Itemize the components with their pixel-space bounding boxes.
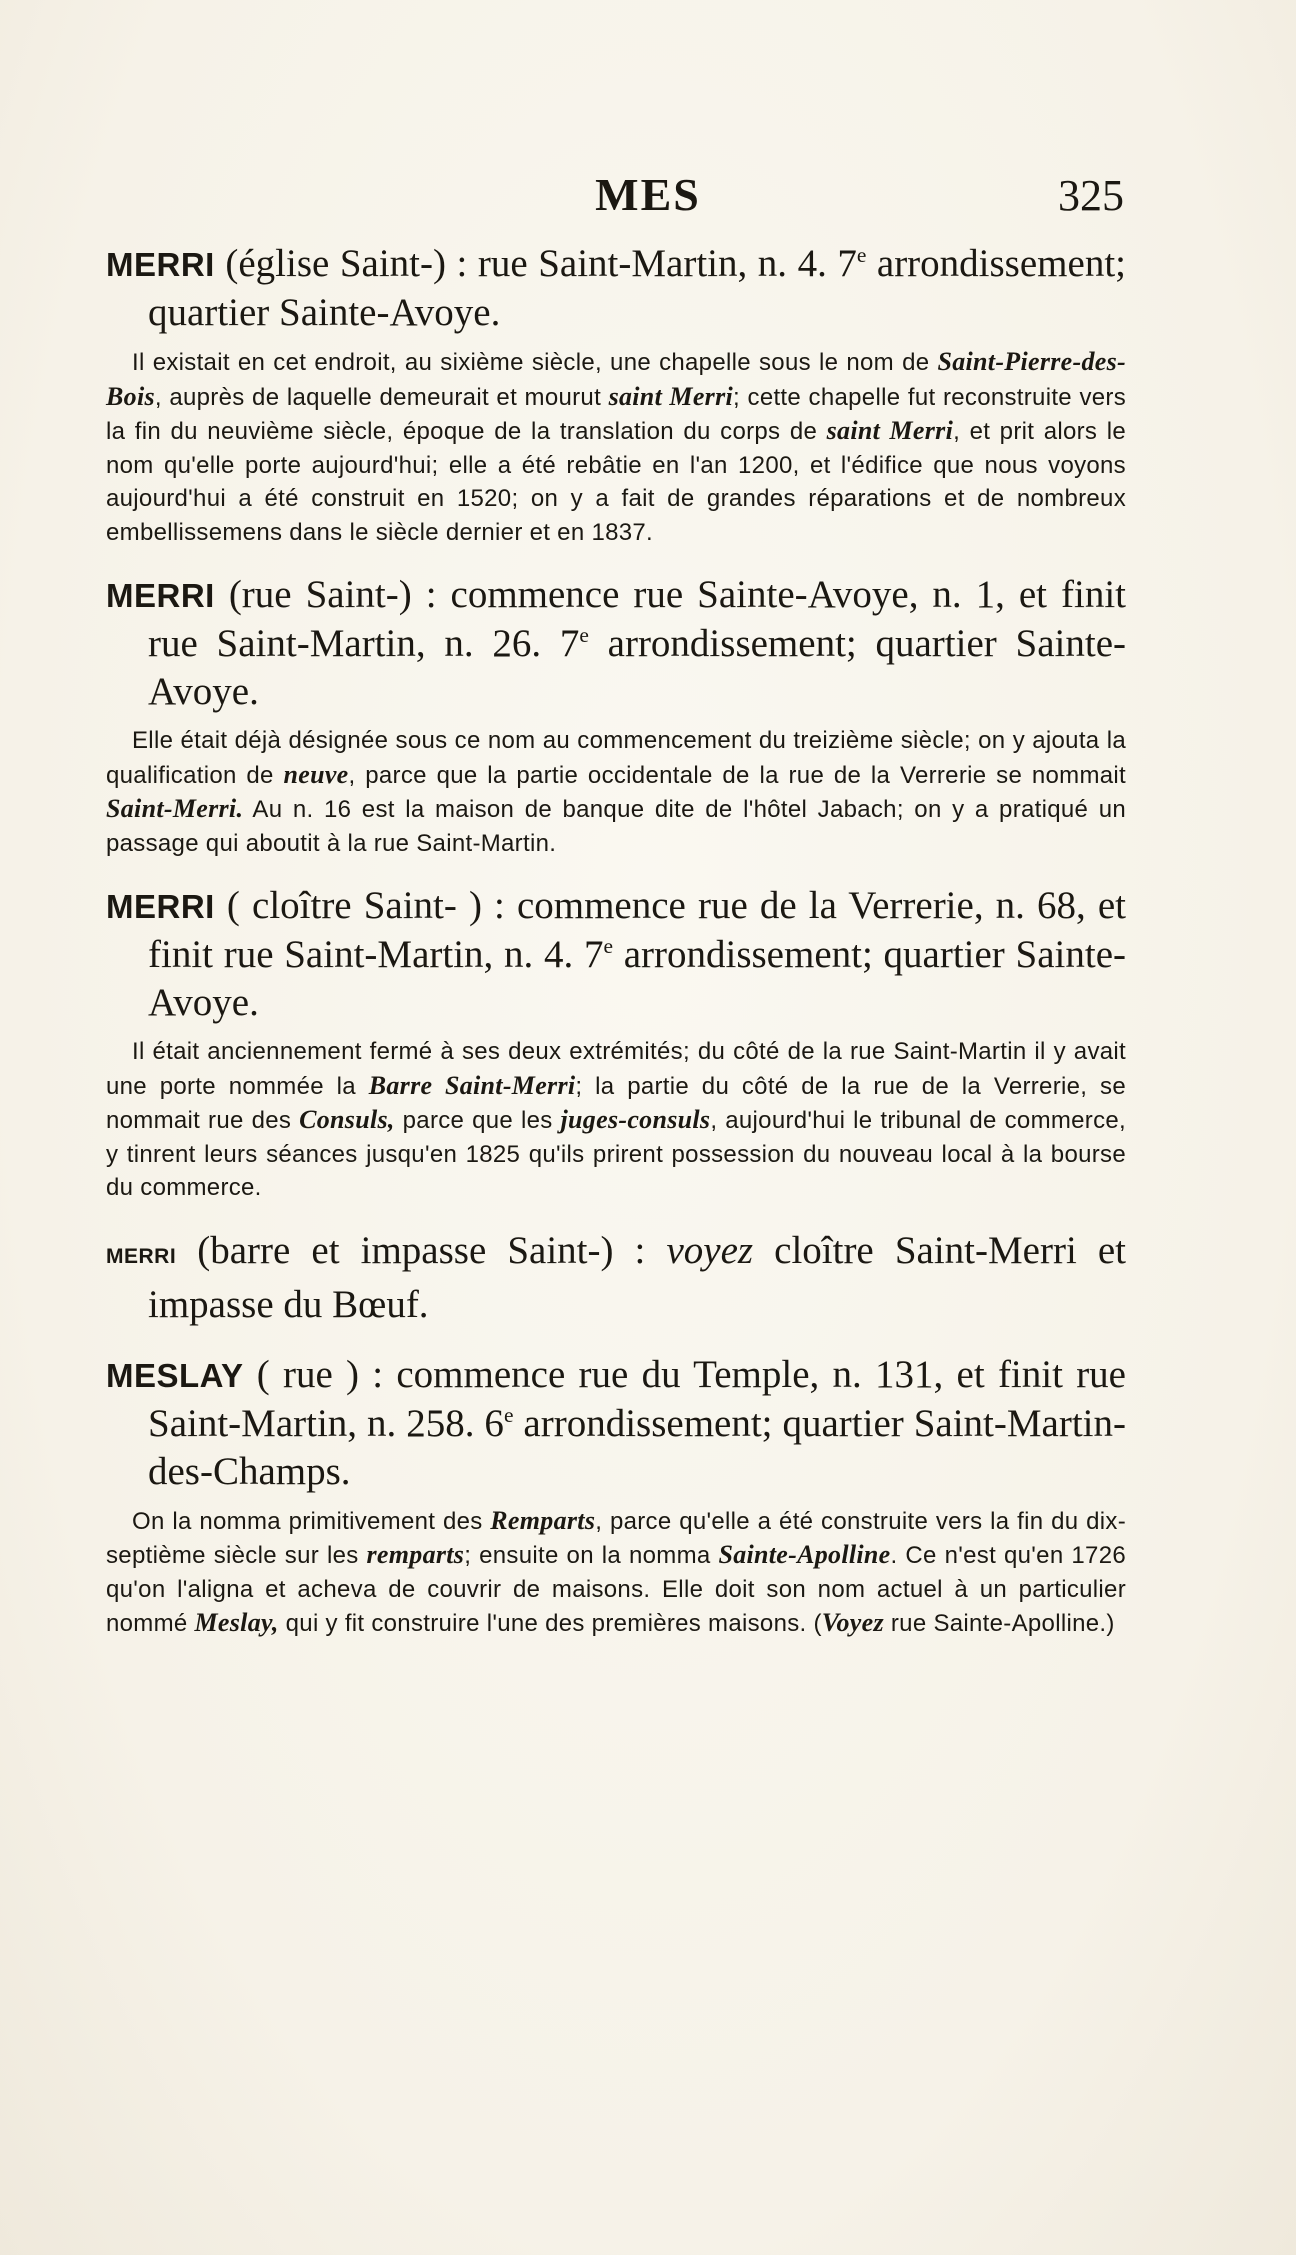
entry-body xyxy=(106,724,1126,860)
body-italic: Saint-Merri. xyxy=(106,794,244,823)
body-italic: Meslay, xyxy=(194,1608,279,1637)
body-italic: saint Merri xyxy=(608,381,734,411)
body-text: On la nomma primitivement des xyxy=(132,1507,491,1535)
heading-text: arrondissement; quartier Sainte-Avoye. xyxy=(148,622,1126,713)
entry-heading xyxy=(106,240,1126,337)
entry-keyword: MERRI xyxy=(106,577,215,614)
body-italic: Consuls, xyxy=(299,1105,395,1134)
entry-merri-barre xyxy=(106,1227,1126,1329)
body-text: ; ensuite on la nomma xyxy=(464,1542,719,1569)
body-italic: saint Merri xyxy=(826,416,954,445)
body-text: , auprès de laquelle demeurait et mourut xyxy=(154,383,609,411)
heading-text: arrondissement; quartier Saint-Martin-des-Champs. xyxy=(148,1401,1126,1493)
body-text: . Ce n'est qu'en 1726 qu'on l'aligna et acheva de couvrir de maisons. Elle doit son nom actuel à un particulier nommé xyxy=(106,1542,1126,1637)
body-text: Il était anciennement fermé à ses deux extrémités; du côté de la rue Saint-Martin il y avait une porte nommée la xyxy=(106,1038,1126,1100)
body-text: parce que les xyxy=(394,1107,561,1134)
entry-heading xyxy=(106,882,1126,1027)
entry-heading xyxy=(106,571,1126,716)
body-italic: remparts xyxy=(366,1540,465,1569)
heading-text: (barre et impasse Saint-) : xyxy=(176,1228,667,1272)
heading-text: ( rue ) : commence rue du Temple, n. 131, et finit rue Saint-Martin, n. 258. 6 xyxy=(148,1352,1126,1445)
body-text: ; la partie du côté de la rue de la Verrerie, se nommait rue des xyxy=(106,1072,1126,1134)
entry-heading xyxy=(106,1351,1126,1496)
heading-superscript: e xyxy=(503,1402,514,1427)
body-italic: neuve xyxy=(283,759,349,789)
entry-merri-cloitre xyxy=(106,882,1126,1205)
entry-keyword: MERRI xyxy=(106,246,215,283)
heading-superscript: e xyxy=(603,934,613,958)
body-italic: Saint-Pierre-des-Bois xyxy=(106,347,1126,411)
entry-heading xyxy=(106,1227,1126,1329)
entry-body xyxy=(106,1504,1126,1641)
heading-text: arrondissement; quartier Sainte-Avoye. xyxy=(148,933,1126,1024)
heading-text: (église Saint-) : rue Saint-Martin, n. 4. 7 xyxy=(214,242,857,285)
heading-text: ( cloître Saint- ) : commence rue de la Verrerie, n. 68, et finit rue Saint-Martin, n. 4. 7 xyxy=(148,884,1126,976)
heading-superscript: e xyxy=(579,623,589,647)
heading-superscript: e xyxy=(856,243,867,267)
body-text: , et prit alors le nom qu'elle porte aujourd'hui; elle a été rebâtie en l'an 1200, et l'édifice que nous voyons aujourd'hui a été construit en 1520; on y a fait de grandes réparations et de nombreux embellissemens dans le siècle dernier et en 1837. xyxy=(106,418,1127,546)
entry-meslay-rue xyxy=(106,1351,1126,1641)
entry-keyword: MESLAY xyxy=(106,1356,244,1394)
body-text: rue Sainte-Apolline.) xyxy=(883,1610,1115,1637)
page-header xyxy=(0,168,1296,228)
body-text: , parce qu'elle a été construite vers la fin du dix-septième siècle sur les xyxy=(106,1507,1126,1569)
body-text: Au n. 16 est la maison de banque dite de l'hôtel Jabach; on y a pratiqué un passage qui aboutit à la rue Saint-Martin. xyxy=(106,796,1126,857)
body-italic: Sainte-Apolline xyxy=(718,1540,891,1569)
body-italic: Remparts xyxy=(490,1505,596,1535)
entry-body xyxy=(106,345,1126,549)
entry-merri-eglise xyxy=(106,240,1126,549)
page-body xyxy=(106,240,1126,1663)
body-italic: juges-consuls xyxy=(560,1105,711,1134)
body-italic: Barre Saint-Merri xyxy=(368,1070,576,1100)
entry-keyword: MERRI xyxy=(106,1244,177,1268)
body-text: Il existait en cet endroit, au sixième siècle, une chapelle sous le nom de xyxy=(132,349,938,376)
body-text: , parce que la partie occidentale de la rue de la Verrerie se nommait xyxy=(348,761,1126,789)
entry-merri-rue xyxy=(106,571,1126,860)
body-text: Elle était déjà désignée sous ce nom au commencement du treizième siècle; on y ajouta la qualification de xyxy=(106,727,1126,789)
body-text: qui y fit construire l'une des premières maisons. ( xyxy=(278,1610,822,1637)
body-italic: Voyez xyxy=(821,1608,884,1637)
heading-text: arrondissement; quartier Sainte-Avoye. xyxy=(148,242,1126,334)
body-text: ; cette chapelle fut reconstruite vers la fin du neuvième siècle, époque de la translation du corps de xyxy=(106,383,1126,445)
running-head: MES xyxy=(595,169,701,220)
body-text: , aujourd'hui le tribunal de commerce, y tinrent leurs séances jusqu'en 1825 qu'ils prirent possession du nouveau local à la bourse du commerce. xyxy=(106,1107,1127,1201)
heading-italic: voyez xyxy=(666,1228,754,1272)
entry-body xyxy=(106,1035,1126,1205)
heading-text: cloître Saint-Merri et impasse du Bœuf. xyxy=(148,1228,1126,1326)
entry-keyword: MERRI xyxy=(106,888,215,925)
page-number: 325 xyxy=(1058,171,1124,220)
heading-text: (rue Saint-) : commence rue Sainte-Avoye, n. 1, et finit rue Saint-Martin, n. 26. 7 xyxy=(148,573,1126,665)
